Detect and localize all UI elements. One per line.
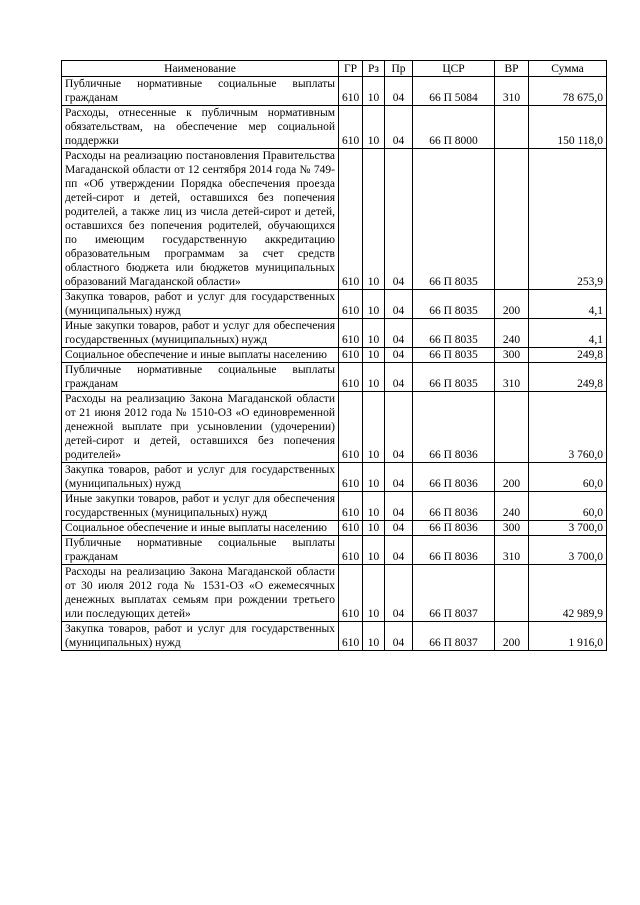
row-csr-cell: 66 П 8036: [413, 536, 495, 565]
table-row: [62, 463, 607, 492]
row-csr-cell: 66 П 8035: [413, 149, 495, 290]
row-rz-cell: 10: [363, 536, 385, 565]
row-sum-cell: 42 989,9: [529, 565, 607, 622]
row-pr-cell: 04: [385, 77, 413, 106]
row-name-cell: Социальное обеспечение и иные выплаты населению: [62, 348, 339, 363]
table-row: [62, 521, 607, 536]
row-rz-cell: 10: [363, 492, 385, 521]
header-gr: ГР: [339, 61, 363, 77]
row-sum-cell: 3 700,0: [529, 536, 607, 565]
row-name-cell: Расходы, отнесенные к публичным нормативным обязательствам, на обеспечение мер социальной поддержки: [62, 106, 339, 149]
row-sum-cell: 4,1: [529, 290, 607, 319]
row-pr-cell: 04: [385, 106, 413, 149]
row-name-cell: Иные закупки товаров, работ и услуг для обеспечения государственных (муниципальных) нужд: [62, 492, 339, 521]
row-vr-cell: 310: [495, 536, 529, 565]
row-gr-cell: 610: [339, 536, 363, 565]
row-rz-cell: 10: [363, 363, 385, 392]
row-pr-cell: 04: [385, 319, 413, 348]
row-csr-cell: 66 П 8036: [413, 463, 495, 492]
row-rz-cell: 10: [363, 106, 385, 149]
row-gr-cell: 610: [339, 149, 363, 290]
row-csr-cell: 66 П 8035: [413, 363, 495, 392]
table-row: [62, 106, 607, 149]
row-csr-cell: 66 П 8036: [413, 521, 495, 536]
table-row: [62, 149, 607, 290]
row-vr-cell: 200: [495, 290, 529, 319]
row-gr-cell: 610: [339, 77, 363, 106]
row-gr-cell: 610: [339, 521, 363, 536]
row-name-cell: Расходы на реализацию Закона Магаданской области от 30 июля 2012 года № 1531-ОЗ «О ежемесячных денежных выплатах семьям при рождении третьего или последующих детей»: [62, 565, 339, 622]
row-pr-cell: 04: [385, 492, 413, 521]
table-row: [62, 565, 607, 622]
row-sum-cell: 3 760,0: [529, 392, 607, 463]
row-csr-cell: 66 П 8037: [413, 565, 495, 622]
row-name-cell: Иные закупки товаров, работ и услуг для обеспечения государственных (муниципальных) нужд: [62, 319, 339, 348]
table-row: [62, 290, 607, 319]
row-vr-cell: [495, 392, 529, 463]
row-csr-cell: 66 П 8036: [413, 492, 495, 521]
row-rz-cell: 10: [363, 622, 385, 651]
row-rz-cell: 10: [363, 149, 385, 290]
row-csr-cell: 66 П 8035: [413, 290, 495, 319]
row-sum-cell: 249,8: [529, 348, 607, 363]
row-csr-cell: 66 П 8035: [413, 348, 495, 363]
row-sum-cell: 1 916,0: [529, 622, 607, 651]
row-pr-cell: 04: [385, 622, 413, 651]
row-pr-cell: 04: [385, 463, 413, 492]
row-rz-cell: 10: [363, 348, 385, 363]
row-gr-cell: 610: [339, 622, 363, 651]
row-rz-cell: 10: [363, 392, 385, 463]
row-csr-cell: 66 П 8035: [413, 319, 495, 348]
row-vr-cell: 200: [495, 463, 529, 492]
row-gr-cell: 610: [339, 463, 363, 492]
row-gr-cell: 610: [339, 363, 363, 392]
row-vr-cell: [495, 106, 529, 149]
row-rz-cell: 10: [363, 521, 385, 536]
row-name-cell: Расходы на реализацию Закона Магаданской области от 21 июня 2012 года № 1510-ОЗ «О единовременной денежной выплате при усыновлении (удочерении) детей-сирот и детей, оставшихся без попечения родителей»: [62, 392, 339, 463]
row-name-cell: Закупка товаров, работ и услуг для государственных (муниципальных) нужд: [62, 290, 339, 319]
row-gr-cell: 610: [339, 319, 363, 348]
row-sum-cell: 60,0: [529, 492, 607, 521]
row-vr-cell: [495, 565, 529, 622]
header-csr: ЦСР: [413, 61, 495, 77]
header-pr: Пр: [385, 61, 413, 77]
row-vr-cell: [495, 149, 529, 290]
row-name-cell: Закупка товаров, работ и услуг для государственных (муниципальных) нужд: [62, 463, 339, 492]
header-vr: ВР: [495, 61, 529, 77]
table-row: [62, 492, 607, 521]
row-rz-cell: 10: [363, 463, 385, 492]
table-row: [62, 363, 607, 392]
header-sum: Сумма: [529, 61, 607, 77]
table-row: [62, 77, 607, 106]
row-gr-cell: 610: [339, 106, 363, 149]
row-pr-cell: 04: [385, 565, 413, 622]
table-row: [62, 348, 607, 363]
row-sum-cell: 249,8: [529, 363, 607, 392]
row-rz-cell: 10: [363, 565, 385, 622]
row-sum-cell: 150 118,0: [529, 106, 607, 149]
row-vr-cell: 300: [495, 521, 529, 536]
row-name-cell: Социальное обеспечение и иные выплаты населению: [62, 521, 339, 536]
row-gr-cell: 610: [339, 348, 363, 363]
row-csr-cell: 66 П 8000: [413, 106, 495, 149]
table-row: [62, 319, 607, 348]
row-pr-cell: 04: [385, 290, 413, 319]
row-rz-cell: 10: [363, 77, 385, 106]
table-row: [62, 536, 607, 565]
row-pr-cell: 04: [385, 363, 413, 392]
row-vr-cell: 310: [495, 363, 529, 392]
row-name-cell: Закупка товаров, работ и услуг для государственных (муниципальных) нужд: [62, 622, 339, 651]
row-sum-cell: 60,0: [529, 463, 607, 492]
row-gr-cell: 610: [339, 492, 363, 521]
header-rz: Рз: [363, 61, 385, 77]
row-sum-cell: 3 700,0: [529, 521, 607, 536]
row-sum-cell: 253,9: [529, 149, 607, 290]
row-sum-cell: 4,1: [529, 319, 607, 348]
row-vr-cell: 240: [495, 319, 529, 348]
row-sum-cell: 78 675,0: [529, 77, 607, 106]
row-pr-cell: 04: [385, 536, 413, 565]
row-name-cell: Расходы на реализацию постановления Правительства Магаданской области от 12 сентября 2014 года № 749-пп «Об утверждении Порядка обеспечения проезда детей-сирот и детей, оставшихся без попечения родителей, а также лиц из числа детей-сирот и детей, оставшихся без попечения родителей, обучающихся по имеющим государственную аккредитацию образовательным программам за счет средств областного бюджета или бюджетов муниципальных образований Магаданской области»: [62, 149, 339, 290]
row-gr-cell: 610: [339, 565, 363, 622]
row-gr-cell: 610: [339, 290, 363, 319]
row-rz-cell: 10: [363, 290, 385, 319]
row-name-cell: Публичные нормативные социальные выплаты гражданам: [62, 363, 339, 392]
table-row: [62, 622, 607, 651]
table-header-row: [62, 61, 607, 77]
row-pr-cell: 04: [385, 348, 413, 363]
row-pr-cell: 04: [385, 149, 413, 290]
header-name: Наименование: [62, 61, 339, 77]
row-name-cell: Публичные нормативные социальные выплаты гражданам: [62, 77, 339, 106]
row-pr-cell: 04: [385, 392, 413, 463]
row-vr-cell: 240: [495, 492, 529, 521]
row-name-cell: Публичные нормативные социальные выплаты гражданам: [62, 536, 339, 565]
row-gr-cell: 610: [339, 392, 363, 463]
row-csr-cell: 66 П 8036: [413, 392, 495, 463]
row-csr-cell: 66 П 5084: [413, 77, 495, 106]
table-body: [62, 77, 607, 651]
row-vr-cell: 300: [495, 348, 529, 363]
row-vr-cell: 200: [495, 622, 529, 651]
table-row: [62, 392, 607, 463]
row-vr-cell: 310: [495, 77, 529, 106]
row-csr-cell: 66 П 8037: [413, 622, 495, 651]
budget-table: [61, 60, 607, 651]
row-pr-cell: 04: [385, 521, 413, 536]
row-rz-cell: 10: [363, 319, 385, 348]
